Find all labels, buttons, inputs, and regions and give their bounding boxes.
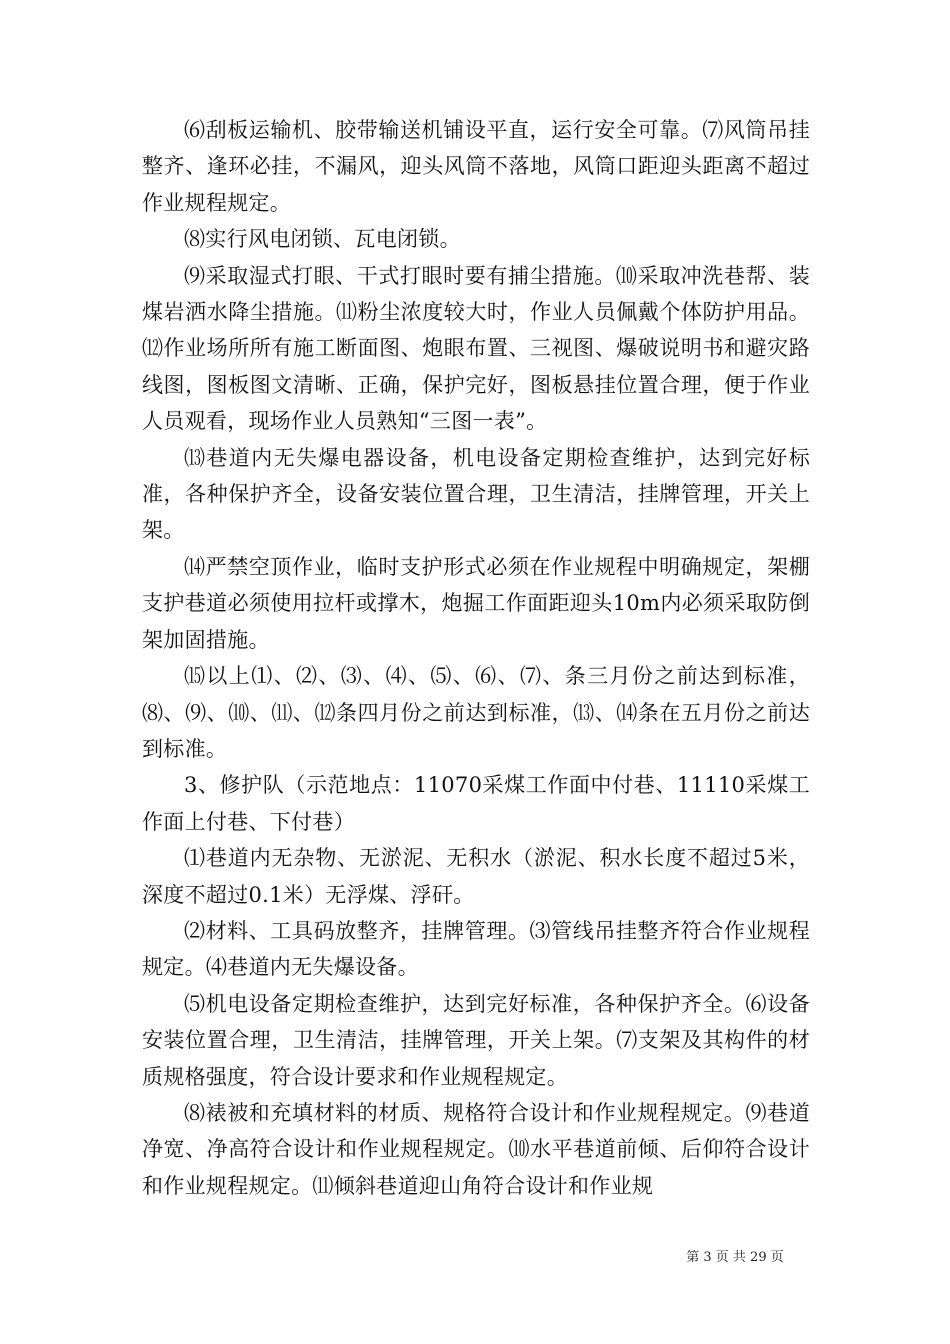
- paragraph-7: 3、修护队（示范地点：11070采煤工作面中付巷、11110采煤工作面上付巷、下付巷）: [142, 773, 810, 834]
- paragraph-9: ⑵材料、工具码放整齐，挂牌管理。⑶管线吊挂整齐符合作业规程规定。⑷巷道内无失爆设备。: [142, 918, 810, 980]
- paragraph-4: ⒀巷道内无失爆电器设备，机电设备定期检查维护，达到完好标准，各种保护齐全，设备安装位置合理，卫生清洁，挂牌管理，开关上架。: [142, 445, 810, 543]
- paragraph-3: ⑼采取湿式打眼、干式打眼时要有捕尘措施。⑽采取冲洗巷帮、装煤岩洒水降尘措施。⑾粉尘浓度较大时，作业人员佩戴个体防护用品。⑿作业场所所有施工断面图、炮眼布置、三视图、爆破说明书和避灾路线图，图板图文清晰、正确，保护完好，图板悬挂位置合理，便于作业人员观看，现场作业人员熟知“三图一表”。: [142, 263, 810, 434]
- paragraph-11: ⑻裱被和充填材料的材质、规格符合设计和作业规程规定。⑼巷道净宽、净高符合设计和作业规程规定。⑽水平巷道前倾、后仰符合设计和作业规程规定。⑾倾斜巷道迎山角符合设计和作业规: [142, 1100, 810, 1198]
- paragraph-6: ⒂以上⑴、⑵、⑶、⑷、⑸、⑹、⑺、条三月份之前达到标准，⑻、⑼、⑽、⑾、⑿条四月份之前达到标准，⒀、⒁条在五月份之前达到标准。: [142, 664, 810, 761]
- document-body: [142, 112, 810, 1204]
- paragraph-5: ⒁严禁空顶作业，临时支护形式必须在作业规程中明确规定，架棚支护巷道必须使用拉杆或撑木，炮掘工作面距迎头10m内必须采取防倒架加固措施。: [142, 554, 810, 652]
- paragraph-10: ⑸机电设备定期检查维护，达到完好标准，各种保护齐全。⑹设备安装位置合理，卫生清洁，挂牌管理，开关上架。⑺支架及其构件的材质规格强度，符合设计要求和作业规程规定。: [142, 991, 810, 1089]
- paragraph-1: ⑹刮板运输机、胶带输送机铺设平直，运行安全可靠。⑺风筒吊挂整齐、逢环必挂，不漏风，迎头风筒不落地，风筒口距迎头距离不超过作业规程规定。: [142, 118, 810, 215]
- page-number-footer: 第 3 页 共 29 页: [686, 1250, 784, 1265]
- paragraph-2: ⑻实行风电闭锁、瓦电闭锁。: [184, 227, 461, 252]
- paragraph-8: ⑴巷道内无杂物、无淤泥、无积水（淤泥、积水长度不超过5米，深度不超过0.1米）无浮煤、浮矸。: [142, 846, 810, 907]
